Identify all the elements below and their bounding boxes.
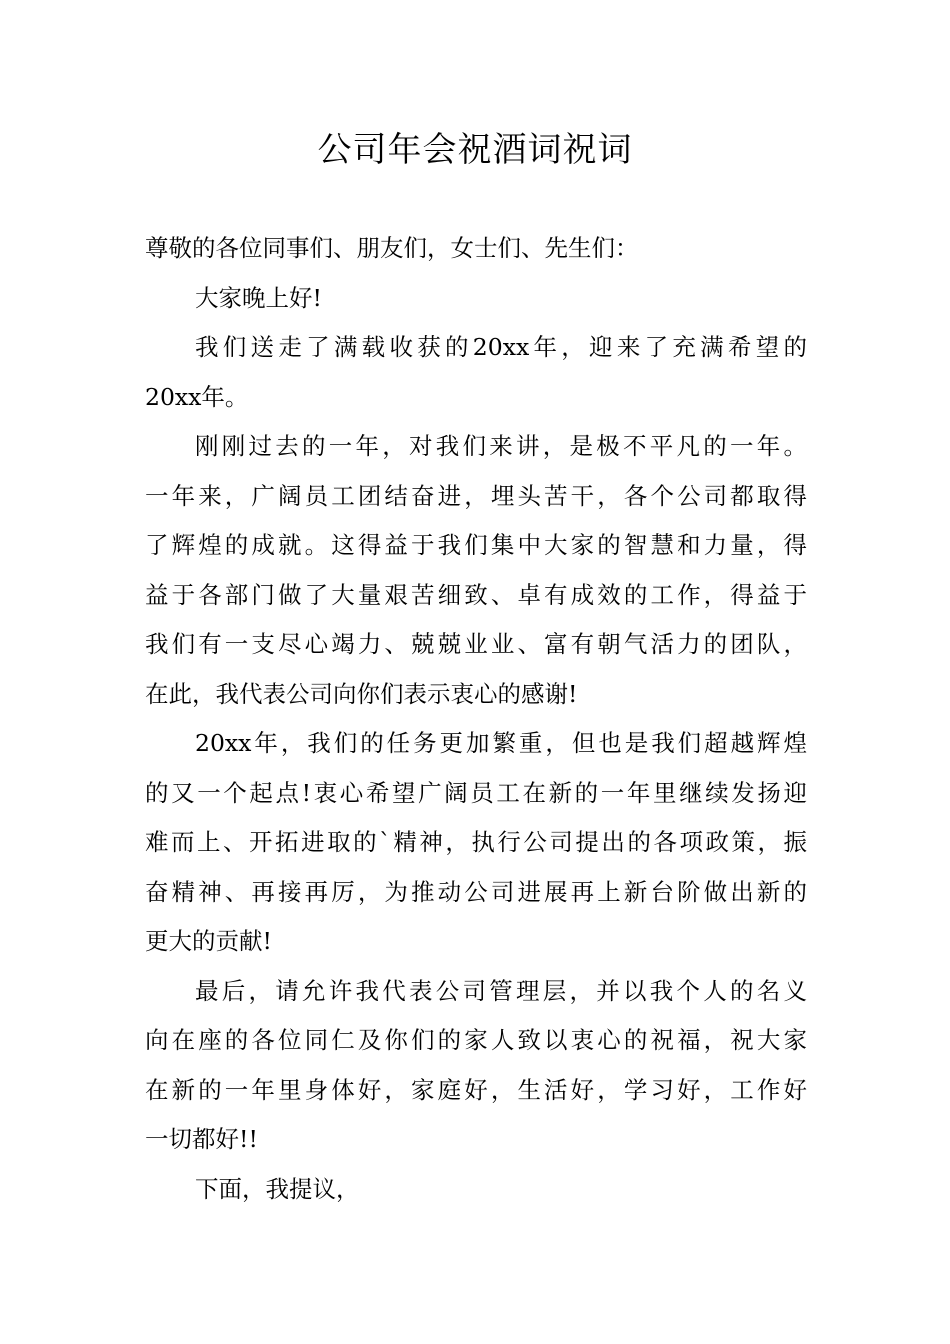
paragraph-1-line-2: 20xx年。	[145, 382, 249, 411]
paragraph-4-line-4: 一切都好!!	[145, 1125, 258, 1153]
closing-line: 下面，我提议，	[195, 1174, 360, 1203]
paragraph-2-line-4: 益于各部门做了大量艰苦细致、卓有成效的工作，得益于	[145, 580, 807, 609]
paragraph-3-line-3: 难而上、开拓进取的`精神，执行公司提出的各项政策，振	[145, 828, 807, 856]
paragraph-2-line-2: 一年来，广阔员工团结奋进，埋头苦干，各个公司都取得	[145, 481, 807, 510]
greeting-line: 大家晚上好!	[195, 283, 322, 312]
paragraph-2-line-5: 我们有一支尽心竭力、兢兢业业、富有朝气活力的团队，	[145, 630, 807, 658]
document-body	[145, 224, 807, 1214]
paragraph-4-line-3: 在新的一年里身体好，家庭好，生活好，学习好，工作好	[145, 1075, 807, 1104]
paragraph-3-line-4: 奋精神、再接再厉，为推动公司进展再上新台阶做出新的	[145, 877, 807, 906]
paragraph-4-line-2: 向在座的各位同仁及你们的家人致以衷心的祝福，祝大家	[145, 1026, 807, 1054]
paragraph-3-line-2: 的又一个起点!衷心希望广阔员工在新的一年里继续发扬迎	[145, 778, 807, 807]
paragraph-1-line-1: 我们送走了满载收获的20xx年，迎来了充满希望的	[195, 333, 807, 361]
document-title: 公司年会祝酒词祝词	[317, 130, 633, 170]
paragraph-2-line-1: 刚刚过去的一年，对我们来讲，是极不平凡的一年。	[195, 432, 807, 460]
salutation-line: 尊敬的各位同事们、朋友们，女士们、先生们：	[145, 234, 639, 262]
paragraph-3-line-1: 20xx年，我们的任务更加繁重，但也是我们超越辉煌	[195, 729, 807, 757]
paragraph-3-line-5: 更大的贡献!	[145, 927, 272, 955]
paragraph-4-line-1: 最后，请允许我代表公司管理层，并以我个人的名义	[195, 976, 807, 1005]
paragraph-2-line-6: 在此，我代表公司向你们表示衷心的感谢!	[145, 679, 578, 708]
paragraph-2-line-3: 了辉煌的成就。这得益于我们集中大家的智慧和力量，得	[145, 531, 807, 559]
